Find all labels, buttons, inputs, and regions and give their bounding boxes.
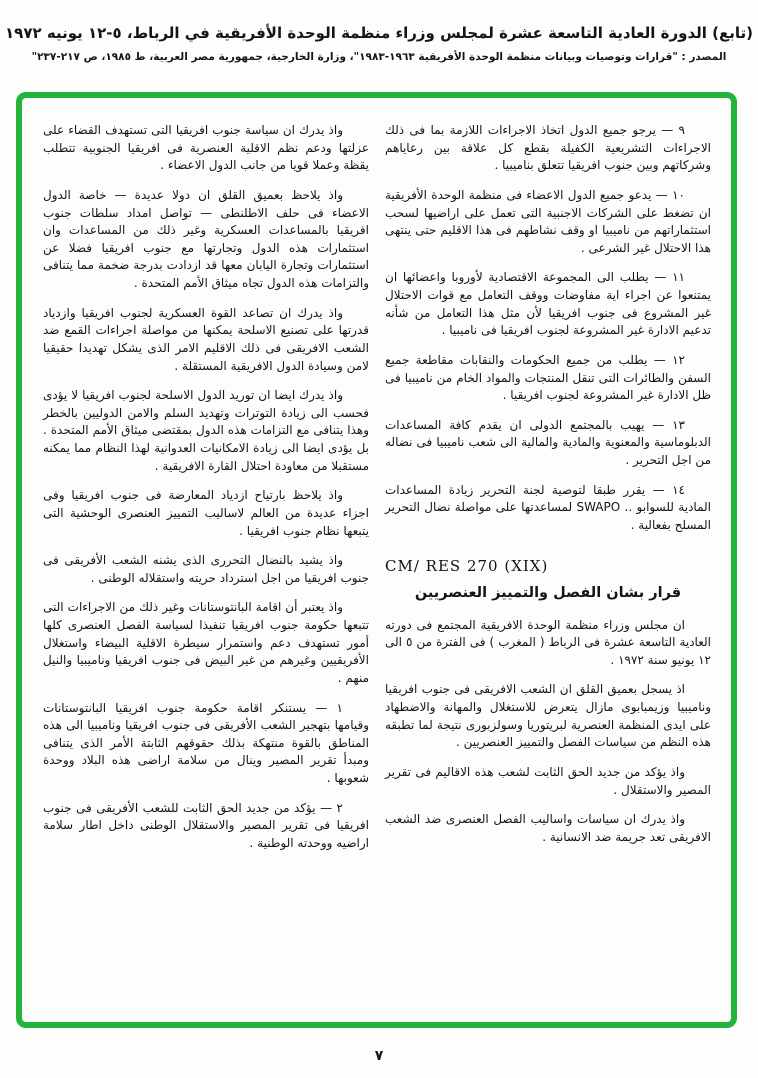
- paragraph: ١١ — يطلب الى المجموعة الاقتصادية لأوروبا واعضائها ان يمتنعوا عن اجراء اية مفاوضات ووقف التعامل مع قوات الاحتلال غير المشروع فى جنوب افريقيا لأن مثل هذا التعامل من شأنه تدعيم الادارة غير المشروعة لجنوب افريقيا فى ناميبيا .: [385, 270, 711, 338]
- paragraph: واذ يدرك ايضا ان توريد الدول الاسلحة لجنوب افريقيا لا يؤدى فحسب الى زيادة التوترات وتهديد السلم والامن الدوليين بالخطر وهذا يتنافى مع التزامات هذه الدول بمقتضى ميثاق الأمم المتحدة . بل يؤدى ايضا الى زيادة الامكانيات العدوانية لهذا النظام مما يمكنه مستقبلا من معاودة احتلال القارة الافريقية .: [43, 388, 369, 473]
- content-frame: [16, 92, 737, 1028]
- page-header: [0, 0, 758, 63]
- paragraph: ١٢ — يطلب من جميع الحكومات والنقابات مقاطعة جميع السفن والطائرات التى تنقل المنتجات والمواد الخام من ناميبيا فى ظل الادارة غير المشروعة لجنوب افريقيا .: [385, 352, 711, 403]
- section-title: قرار بشان الفصل والتمييز العنصريين: [414, 584, 682, 601]
- paragraph: واذ يلاحظ بارتياح ازدياد المعارضة فى جنوب افريقيا وفى اجزاء عديدة من العالم لاساليب التمييز العنصرى الوحشية التى يتبعها نظام جنوب افريقيا .: [43, 488, 369, 538]
- paragraph: ٢ — يؤكد من جديد الحق الثابت للشعب الأفريقى فى جنوب افريقيا فى تقرير المصير والاستقلال الوطنى داخل اطار سلامة اراضيه ووحدته الوطنية .: [43, 800, 369, 850]
- paragraph: واذ يعتبر أن اقامة البانتوستانات وغير ذلك من الاجراءات التى تتبعها حكومة جنوب افريقيا تنفيذا لسياسة الفصل العنصرى كلها أمور تستهدف دعم واستمرار سيطرة الاقلية البيضاء واستغلال الأفريقيين وغيرهم من غير البيض فى جنوب افريقيا وناميبيا والنيل منهم .: [43, 600, 369, 685]
- paragraph: واذ يشيد بالنضال التحررى الذى يشنه الشعب الأفريقى فى جنوب افريقيا من اجل استرداد حريته واستقلاله الوطنى .: [43, 553, 369, 585]
- paragraph: واذ يلاحظ بعميق القلق ان دولا عديدة — خاصة الدول الاعضاء فى حلف الاطلنطى — تواصل امداد سلطات جنوب افريقيا بالمساعدات العسكرية وغير ذلك من المساعدات وان استثمارات هذه الدول وتجارتها مع جنوب افريقيا فضلا عن استثمارات وتجارة اليابان معها قد ازدادت بدرجة ضخمة مما يتنافى والتزامات هذه الدول تجاه ميثاق الأمم المتحدة .: [43, 187, 369, 290]
- paragraph: واذ يدرك ان سياسات واساليب الفصل العنصرى ضد الشعب الافريقى تعد جريمة ضد الانسانية .: [385, 812, 711, 844]
- resolution-code: CM/ RES 270 (XIX): [385, 556, 549, 575]
- paragraph: ١٣ — يهيب بالمجتمع الدولى ان يقدم كافة المساعدات الدبلوماسية والمعنوية والمادية والمالية الى شعب ناميبيا فى نضاله من اجل التحرير .: [385, 417, 711, 467]
- page-number: ٧: [374, 1048, 384, 1064]
- column-left: [43, 122, 369, 1022]
- paragraph: اذ يسجل بعميق القلق ان الشعب الافريقى فى جنوب افريقيا وناميبيا وزيمبابوى مازال يتعرض للاستغلال والمهانة والاضطهاد على ايدى المنظمة العنصرية لبريتوريا وسولزبورى نتيجة لما تطبقه هذه النظم من سياسات الفصل والتمييز العنصريين .: [385, 682, 711, 750]
- source-citation: المصدر : "قرارات وتوصيات وبيانات منظمة الوحدة الأفريقية ١٩٦٣-١٩٨٣"، وزارة الخارجية، جمهورية مصر العربية، ط ١٩٨٥، ص ٢١٧-٢٣٧": [31, 51, 727, 63]
- paragraph: واذ يؤكد من جديد الحق الثابت لشعب هذه الاقاليم فى تقرير المصير والاستقلال .: [385, 764, 711, 797]
- paragraph: ١٠ — يدعو جميع الدول الاعضاء فى منظمة الوحدة الأفريقية ان تضغط على الشركات الاجنبية التى تعمل على اراضيها لسحب استثماراتهم من ناميبيا او وقف نشاطهم فى هذا الاقليم حتى ينتهى هذا الاحتلال غير الشرعى .: [385, 187, 711, 255]
- paragraph: ١ — يستنكر اقامة حكومة جنوب افريقيا البانتوستانات وقيامها بتهجير الشعب الأفريقى فى جنوب افريقيا وناميبيا الى هذه المناطق بالقوة منتهكة بذلك حقوقهم الثابتة الأمر الذى يتنافى ومبدأ تقرير المصير وينال من سلامة اراضى هذه البلاد ووحدة شعوبها .: [43, 700, 369, 785]
- column-right: [385, 122, 711, 1022]
- paragraph: واذ يدرك ان سياسة جنوب افريقيا التى تستهدف القضاء على عزلتها ودعم نظم الاقلية العنصرية فى افريقيا الجنوبية تتطلب يقظة وعملا قويا من جانب الدول الاعضاء .: [43, 123, 369, 173]
- paragraph: ١٤ — يقرر طبقا لتوصية لجنة التحرير زيادة المساعدات المادية للسوابو .. SWAPO لمساعدتها على مواصلة نضال التحرير المسلح بفعالية .: [385, 482, 712, 532]
- paragraph: ان مجلس وزراء منظمة الوحدة الافريقية المجتمع فى دورته العادية التاسعة عشرة فى الرباط ( المغرب ) فى الفترة من ٥ الى ١٢ يونيو سنة ١٩٧٢ .: [385, 617, 711, 667]
- session-title: (تابع) الدورة العادية التاسعة عشرة لمجلس وزراء منظمة الوحدة الأفريقية في الرباط، ٥-١٢ يونيه ١٩٧٢: [5, 24, 753, 42]
- paragraph: ٩ — يرجو جميع الدول اتخاذ الاجراءات اللازمة بما فى ذلك الاجراءات التشريعية الكفيلة بقطع كل علاقة بين رعاياهم وشركاتهم وبين جنوب افريقيا تتعلق بناميبيا .: [385, 123, 711, 173]
- paragraph: واذ يدرك ان تصاعد القوة العسكرية لجنوب افريقيا وازدياد قدرتها على تصنيع الاسلحة يمكنها من مواصلة اجراءات القمع ضد الشعب الافريقى فى ذلك الاقليم الامر الذى يشكل تهديدا حقيقيا لامن وسيادة الدول الافريقية المستقلة .: [43, 305, 369, 373]
- page-footer: [0, 1048, 758, 1064]
